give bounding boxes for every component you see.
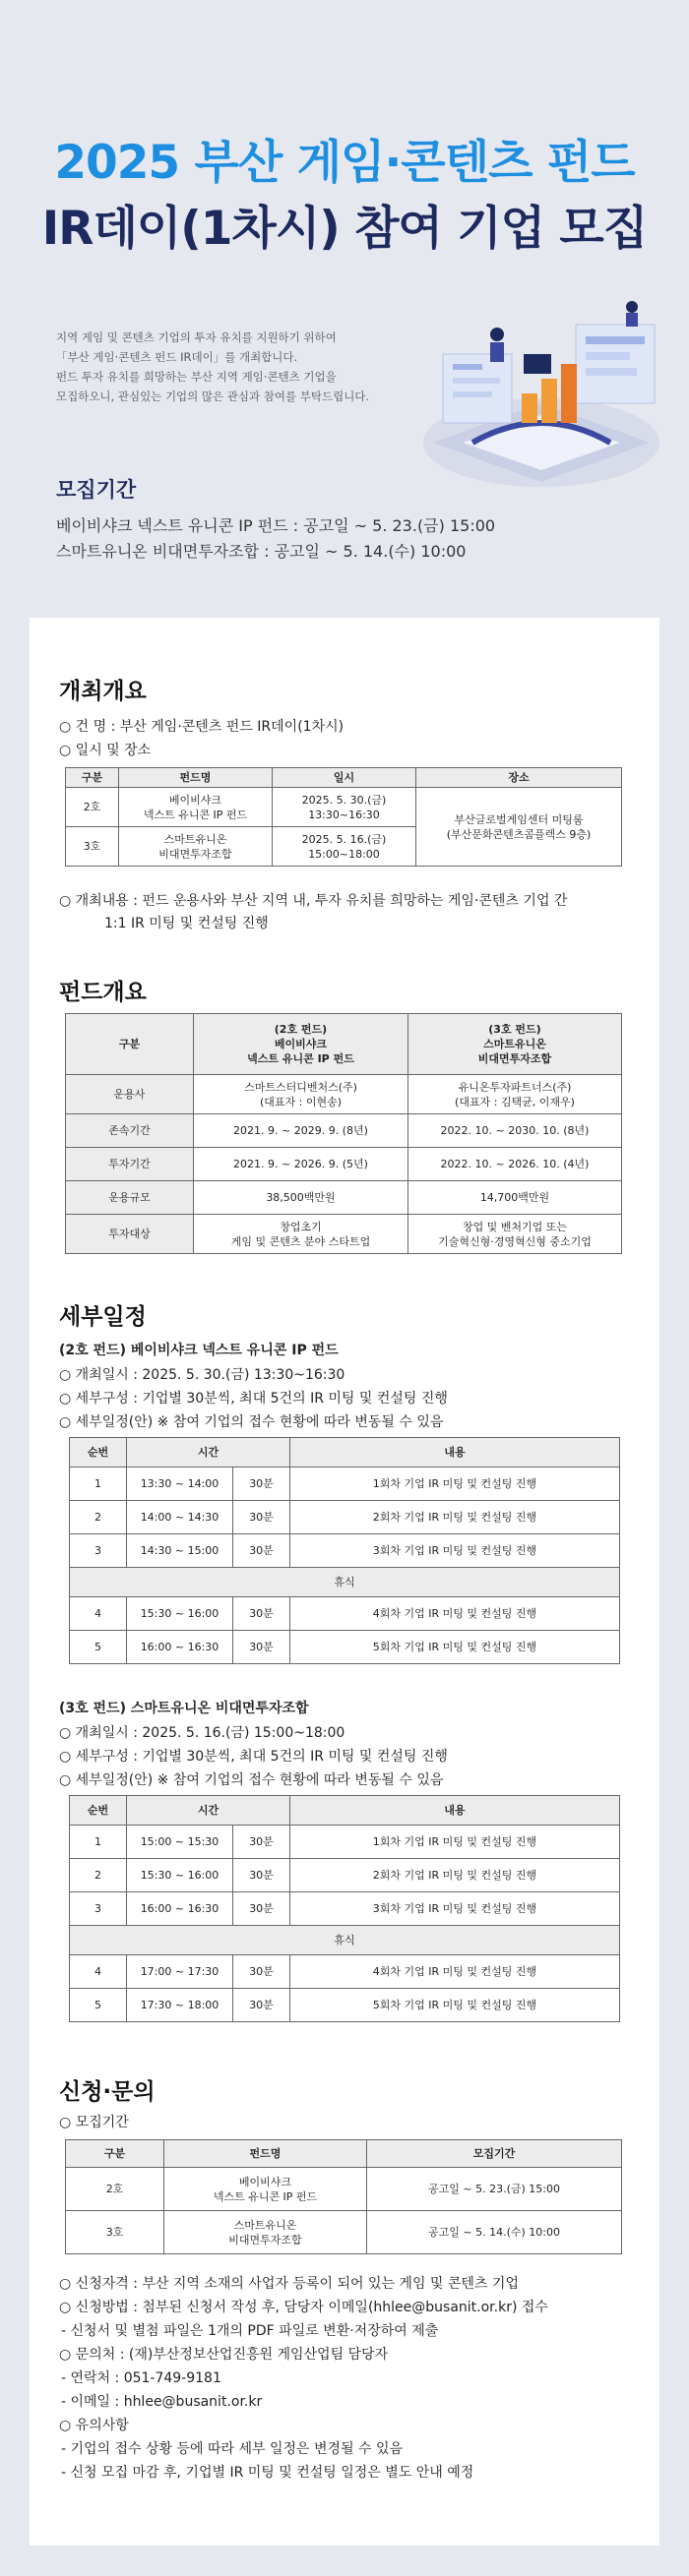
table-cell: 30분: [233, 1989, 290, 2022]
table-cell: 2025. 5. 30.(금) 13:30~16:30: [273, 788, 416, 827]
table-header-cell: 구분: [66, 768, 119, 788]
title-line1: 2025 부산 게임·콘텐츠 펀드: [54, 136, 635, 190]
apply-info-line: ○ 신청방법 : 첨부된 신청서 작성 후, 담당자 이메일(hhlee@busanit.or.kr) 접수: [59, 2300, 548, 2315]
table-row: [70, 1501, 620, 1534]
apply-info-line: ○ 문의처 : (재)부산정보산업진흥원 게임산업팀 담당자: [59, 2347, 389, 2363]
table-cell: 14:00 ~ 14:30: [127, 1501, 233, 1534]
intro-line: 펀드 투자 유치를 희망하는 부산 지역 게임·콘텐츠 기업을: [56, 370, 337, 384]
table-cell: 2회차 기업 IR 미팅 및 컨설팅 진행: [290, 1859, 620, 1892]
table-cell: 30분: [233, 1501, 290, 1534]
table-cell: 2022. 10. ~ 2030. 10. (8년): [408, 1114, 622, 1148]
table-cell: 30분: [233, 1597, 290, 1631]
table-cell: 15:30 ~ 16:00: [127, 1859, 233, 1892]
table-row: [70, 1826, 620, 1859]
intro-text: [56, 328, 410, 406]
table-header-cell: 모집기간: [367, 2140, 622, 2168]
table-header-cell: 일시: [273, 768, 416, 788]
table-cell: 창업 및 벤처기업 또는 기술혁신형·경영혁신형 중소기업: [408, 1215, 622, 1254]
table-cell: 3호: [66, 2211, 164, 2254]
overview-heading: 개최개요: [59, 679, 147, 704]
table-cell: 30분: [233, 1892, 290, 1926]
table-cell: 운용규모: [66, 1181, 194, 1215]
table-row: [66, 788, 622, 827]
schedule-fund3-date: ○ 개최일시 : 2025. 5. 16.(금) 15:00~18:00: [59, 1725, 345, 1741]
period-line: 스마트유니온 비대면투자조합 : 공고일 ~ 5. 14.(수) 10:00: [56, 542, 467, 561]
table-cell: 2: [70, 1501, 127, 1534]
table-cell: 13:30 ~ 14:00: [127, 1468, 233, 1501]
fund-table: [65, 1013, 622, 1254]
table-cell: 스마트유니온 비대면투자조합: [164, 2211, 367, 2254]
overview-table: [65, 767, 622, 867]
table-row-break: [70, 1568, 620, 1597]
table-cell: 2호: [66, 2168, 164, 2211]
schedule-fund2-comp: ○ 세부구성 : 기업별 30분씩, 최대 5건의 IR 미팅 및 컨설팅 진행: [59, 1391, 448, 1407]
table-cell: 4회차 기업 IR 미팅 및 컨설팅 진행: [290, 1955, 620, 1989]
table-header-cell: 펀드명: [119, 768, 273, 788]
table-row: [70, 1597, 620, 1631]
table-header-cell: 내용: [290, 1438, 620, 1468]
table-row: [70, 1631, 620, 1664]
apply-info-line: - 이메일 : hhlee@busanit.or.kr: [61, 2394, 263, 2410]
table-cell: 17:30 ~ 18:00: [127, 1989, 233, 2022]
table-cell: 4: [70, 1955, 127, 1989]
apply-info-line: ○ 유의사항: [59, 2418, 129, 2433]
table-cell: 1회차 기업 IR 미팅 및 컨설팅 진행: [290, 1826, 620, 1859]
table-cell: 4회차 기업 IR 미팅 및 컨설팅 진행: [290, 1597, 620, 1631]
table-cell: 1회차 기업 IR 미팅 및 컨설팅 진행: [290, 1468, 620, 1501]
table-cell: 14,700백만원: [408, 1181, 622, 1215]
table-row: [66, 1181, 622, 1215]
table-cell: 5회차 기업 IR 미팅 및 컨설팅 진행: [290, 1989, 620, 2022]
table-cell: 3: [70, 1534, 127, 1568]
table-row: [66, 1148, 622, 1181]
apply-info-line: - 신청서 및 별첨 파일은 1개의 PDF 파일로 변환·저장하여 제출: [61, 2323, 439, 2339]
table-cell: 30분: [233, 1859, 290, 1892]
schedule-fund2-date: ○ 개최일시 : 2025. 5. 30.(금) 13:30~16:30: [59, 1367, 345, 1383]
table-cell: 14:30 ~ 15:00: [127, 1534, 233, 1568]
table-row: [70, 1989, 620, 2022]
table-cell: 30분: [233, 1631, 290, 1664]
schedule-fund2-plan: ○ 세부일정(안) ※ 참여 기업의 접수 현황에 따라 변동될 수 있음: [59, 1414, 444, 1430]
overview-content-line: 1:1 IR 미팅 및 컨설팅 진행: [104, 916, 269, 931]
schedule-fund2-title: (2호 펀드) 베이비샤크 넥스트 유니콘 IP 펀드: [59, 1343, 339, 1358]
table-row: [70, 1955, 620, 1989]
table-cell: 2호: [66, 788, 119, 827]
schedule-fund3-table: [69, 1795, 620, 2022]
table-cell: 1: [70, 1826, 127, 1859]
table-cell: 5회차 기업 IR 미팅 및 컨설팅 진행: [290, 1631, 620, 1664]
table-cell: 30분: [233, 1955, 290, 1989]
table-header-row: [66, 2140, 622, 2168]
fund-heading: 펀드개요: [59, 980, 147, 1005]
table-header-cell: 내용: [290, 1796, 620, 1826]
table-row-break: [70, 1926, 620, 1955]
table-cell: 유니온투자파트너스(주) (대표자 : 김택균, 이재우): [408, 1075, 622, 1114]
table-row: [70, 1859, 620, 1892]
table-cell: 2021. 9. ~ 2029. 9. (8년): [194, 1114, 408, 1148]
table-cell: 30분: [233, 1534, 290, 1568]
schedule-fund2-table: [69, 1437, 620, 1664]
intro-line: 지역 게임 및 콘텐츠 기업의 투자 유치를 지원하기 위하여: [56, 330, 337, 344]
table-row: [66, 2211, 622, 2254]
intro-line: 「부산 게임·콘텐츠 펀드 IR데이」를 개최합니다.: [56, 350, 298, 364]
table-cell: 공고일 ~ 5. 14.(수) 10:00: [367, 2211, 622, 2254]
schedule-fund3-plan: ○ 세부일정(안) ※ 참여 기업의 접수 현황에 따라 변동될 수 있음: [59, 1772, 444, 1788]
table-cell: 2회차 기업 IR 미팅 및 컨설팅 진행: [290, 1501, 620, 1534]
table-header-cell: 구분: [66, 1014, 194, 1075]
overview-content-line: ○ 개최내용 : 펀드 운용사와 부산 지역 내, 투자 유치를 희망하는 게임·콘텐츠 기업 간: [59, 893, 568, 909]
table-cell: 창업초기 게임 및 콘텐츠 분야 스타트업: [194, 1215, 408, 1254]
ir-illustration: [404, 295, 669, 492]
table-cell: 15:00 ~ 15:30: [127, 1826, 233, 1859]
table-cell: 공고일 ~ 5. 23.(금) 15:00: [367, 2168, 622, 2211]
table-cell: 3호: [66, 827, 119, 867]
table-cell: 30분: [233, 1826, 290, 1859]
table-cell: 4: [70, 1597, 127, 1631]
overview-name-line: ○ 건 명 : 부산 게임·콘텐츠 펀드 IR데이(1차시): [59, 719, 344, 735]
table-cell: 스마트유니온 비대면투자조합: [119, 827, 273, 867]
table-cell: 1: [70, 1468, 127, 1501]
apply-heading: 신청·문의: [59, 2079, 156, 2105]
title-line2: IR데이(1차시) 참여 기업 모집: [41, 202, 648, 256]
table-cell: 16:00 ~ 16:30: [127, 1631, 233, 1664]
table-row: [70, 1534, 620, 1568]
table-cell: 16:00 ~ 16:30: [127, 1892, 233, 1926]
schedule-fund3-comp: ○ 세부구성 : 기업별 30분씩, 최대 5건의 IR 미팅 및 컨설팅 진행: [59, 1749, 448, 1765]
table-cell: 5: [70, 1631, 127, 1664]
apply-table: [65, 2139, 622, 2254]
table-header-cell: (3호 펀드) 스마트유니온 비대면투자조합: [408, 1014, 622, 1075]
table-header-cell: 순번: [70, 1796, 127, 1826]
table-header-cell: 순번: [70, 1438, 127, 1468]
period-title: 모집기간: [56, 478, 137, 502]
table-cell: 3: [70, 1892, 127, 1926]
schedule-fund3-title: (3호 펀드) 스마트유니온 비대면투자조합: [59, 1701, 309, 1716]
table-row: [70, 1892, 620, 1926]
table-row: [66, 1114, 622, 1148]
apply-info-line: - 기업의 접수 상황 등에 따라 세부 일정은 변경될 수 있음: [61, 2441, 404, 2457]
table-header-row: [70, 1796, 620, 1826]
table-cell: 베이비샤크 넥스트 유니콘 IP 펀드: [119, 788, 273, 827]
table-cell: 3회차 기업 IR 미팅 및 컨설팅 진행: [290, 1892, 620, 1926]
hero-header: [0, 0, 689, 610]
table-cell: 2021. 9. ~ 2026. 9. (5년): [194, 1148, 408, 1181]
table-cell: 17:00 ~ 17:30: [127, 1955, 233, 1989]
table-cell: 휴식: [70, 1568, 620, 1597]
table-cell: 베이비샤크 넥스트 유니콘 IP 펀드: [164, 2168, 367, 2211]
table-cell: 존속기간: [66, 1114, 194, 1148]
table-header-cell: (2호 펀드) 베이비샤크 넥스트 유니콘 IP 펀드: [194, 1014, 408, 1075]
table-header-row: [70, 1438, 620, 1468]
overview-date-line: ○ 일시 및 장소: [59, 743, 152, 758]
table-cell: 3회차 기업 IR 미팅 및 컨설팅 진행: [290, 1534, 620, 1568]
table-cell: 30분: [233, 1468, 290, 1501]
table-header-row: [66, 768, 622, 788]
table-header-cell: 펀드명: [164, 2140, 367, 2168]
table-cell: 2025. 5. 16.(금) 15:00~18:00: [273, 827, 416, 867]
table-cell: 운용사: [66, 1075, 194, 1114]
intro-line: 모집하오니, 관심있는 기업의 많은 관심과 참여를 부탁드립니다.: [56, 389, 370, 403]
table-cell: 38,500백만원: [194, 1181, 408, 1215]
period-line: 베이비샤크 넥스트 유니콘 IP 펀드 : 공고일 ~ 5. 23.(금) 15:00: [56, 516, 496, 535]
table-cell: 2022. 10. ~ 2026. 10. (4년): [408, 1148, 622, 1181]
table-row: [70, 1468, 620, 1501]
table-header-cell: 시간: [127, 1796, 290, 1826]
apply-period-line: ○ 모집기간: [59, 2115, 129, 2130]
table-header-cell: 구분: [66, 2140, 164, 2168]
apply-info-line: - 신청 모집 마감 후, 기업별 IR 미팅 및 컨설팅 일정은 별도 안내 예정: [61, 2465, 474, 2481]
table-cell: 휴식: [70, 1926, 620, 1955]
table-cell: 투자대상: [66, 1215, 194, 1254]
apply-info-line: - 연락처 : 051-749-9181: [61, 2370, 221, 2386]
table-cell: 15:30 ~ 16:00: [127, 1597, 233, 1631]
table-cell: 5: [70, 1989, 127, 2022]
table-row: [66, 1215, 622, 1254]
table-cell: 부산글로벌게임센터 미팅룸 (부산문화콘텐츠콤플렉스 9층): [416, 788, 622, 867]
table-header-cell: 시간: [127, 1438, 290, 1468]
content-card: [30, 618, 659, 2546]
table-row: [66, 2168, 622, 2211]
table-cell: 스마트스터디벤처스(주) (대표자 : 이현송): [194, 1075, 408, 1114]
schedule-heading: 세부일정: [59, 1304, 147, 1330]
apply-info-line: ○ 신청자격 : 부산 지역 소재의 사업자 등록이 되어 있는 게임 및 콘텐츠 기업: [59, 2276, 519, 2292]
table-header-cell: 장소: [416, 768, 622, 788]
table-row: [66, 1075, 622, 1114]
table-cell: 투자기간: [66, 1148, 194, 1181]
table-header-row: [66, 1014, 622, 1075]
table-cell: 2: [70, 1859, 127, 1892]
